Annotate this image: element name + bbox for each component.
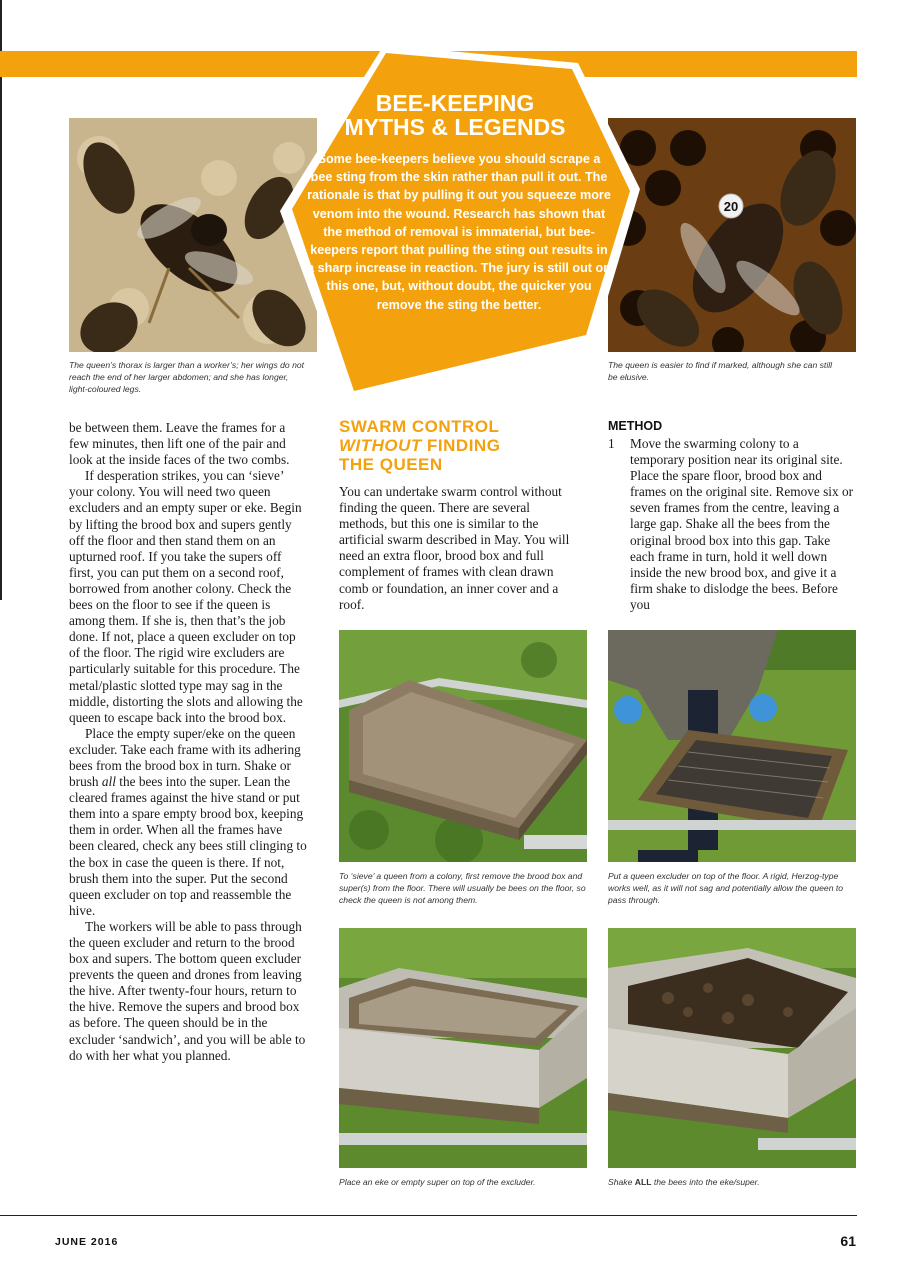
page-number: 61 [840,1233,856,1249]
caption-shake-bold: ALL [634,1177,652,1187]
left-margin-rule [0,0,2,600]
swarm-heading-line3: THE QUEEN [339,455,443,474]
marked-queen-number: 20 [723,199,739,214]
photo-bees-in-eke [608,928,856,1168]
photo-hive-floor [339,630,587,862]
swarm-heading-line2: FINDING [421,436,501,455]
myths-body: Some bee-keepers believe you should scrape a bee sting from the skin rather than pull it out. The rationale is that by pulling it out you squeeze more venom into the wound. Research has shown that the method of removal is immaterial, but bee-keepers report that pulling the sting out results in a sharp increase in reaction. The jury is still out on this one, but, without doubt, the quicker you remove the sting the better. [307,152,611,312]
photo-marked-queen [608,118,856,352]
method-heading: METHOD [608,419,663,433]
column1-paragraph4: The workers will be able to pass through the queen excluder and return to the brood box and supers. The bottom queen excluder prevents the queen and drones from leaving the hive. After twenty-four hours, return to the hive. Remove the supers and brood box as before. The queen should be in the excluder ‘sandwich’, and you will be able to do with her what you planned. [69,918,306,1063]
caption-queen-marked: The queen is easier to find if marked, although she can still be elusive. [608,360,833,382]
column1-paragraph1: be between them. Leave the frames for a few minutes, then lift one of the pair and look at the inside faces of the two combs. [69,420,290,468]
swarm-control-heading [339,417,589,474]
swarm-heading-emphasis: WITHOUT [339,436,422,455]
caption-excluder-floor: Put a queen excluder on top of the floor. A rigid, Herzog-type works well, as it will not sag and potentially allow the queen to pass through. [608,871,844,905]
issue-date: JUNE 2016 [55,1236,119,1248]
photo-placing-excluder [608,630,856,862]
column1-text [69,420,307,1064]
caption-shake-post: the bees into the eke/super. [651,1177,760,1187]
myths-title-line1: BEE-KEEPING [375,90,535,116]
column1-paragraph3-emphasis: all [101,774,116,790]
caption-shake-pre: Shake [608,1177,635,1187]
caption-sieve-queen: To ‘sieve’ a queen from a colony, first remove the brood box and super(s) from the floor. There will usually be bees on the floor, so check the queen is not among them. [339,871,586,905]
photo-empty-eke [339,928,587,1168]
column1-paragraph3-pre: Place the empty super/eke on the queen excluder. Take each frame with its adhering bees from the brood box in turn. Shake or brush [69,725,301,790]
column1-paragraph3 [69,726,307,919]
swarm-control-body: You can undertake swarm control without finding the queen. There are several methods, but this one is similar to the artificial swarm described in May. You will need an extra floor, brood box and full complement of frames with clean drawn comb or foundation, an inner cover and a roof. [339,484,570,612]
caption-eke-super: Place an eke or empty super on top of the excluder. [339,1177,536,1187]
method-step-1 [608,436,856,613]
footer-rule [0,1215,857,1216]
caption-shake-all [608,1176,856,1188]
myths-title-line2: MYTHS & LEGENDS [344,114,566,140]
caption-queen-thorax: The queen’s thorax is larger than a worker’s; her wings do not reach the end of her larger abdomen; and she has longer, light-coloured legs. [69,360,305,394]
myths-title [310,91,600,139]
column1-paragraph2: If desperation strikes, you can ‘sieve’ your colony. You will need two queen excluders and an empty super or eke. Begin by lifting the brood box and supers gently off the floor and then stand them on an upturned roof. If you take the supers off first, you can put them on a second roof, borrowed from another colony. Check the bees on the floor to see if the queen is among them. If she is, then that’s the job done. If not, place a queen excluder on top of the floor. The rigid wire excluders are particularly suitable for this procedure. The metal/plastic slotted type may sag in the middle, distorting the slots and allowing the queen to escape back into the brood box. [69,468,303,725]
column1-paragraph3-post: the bees into the super. Lean the cleared frames against the hive stand or put them into a spare empty brood box, keeping them in order. When all the frames have been cleared, check any bees still clinging to the box in case the queen is there. If not, brush them into the super. Put the second queen excluder on top and reassemble the hive. [69,774,307,918]
method-step-number: 1 [608,436,615,451]
swarm-heading-line1: SWARM CONTROL [339,417,500,436]
method-step-text: Move the swarming colony to a temporary position near its original site. Place the spare floor, brood box and frames on the original site. Remove six or seven frames from the centre, leaving a large gap. Shake all the bees from the original brood box into this gap. Take each frame in turn, hold it well down inside the new brood box, and give it a firm shake to dislodge the bees. Before you [630,436,854,612]
